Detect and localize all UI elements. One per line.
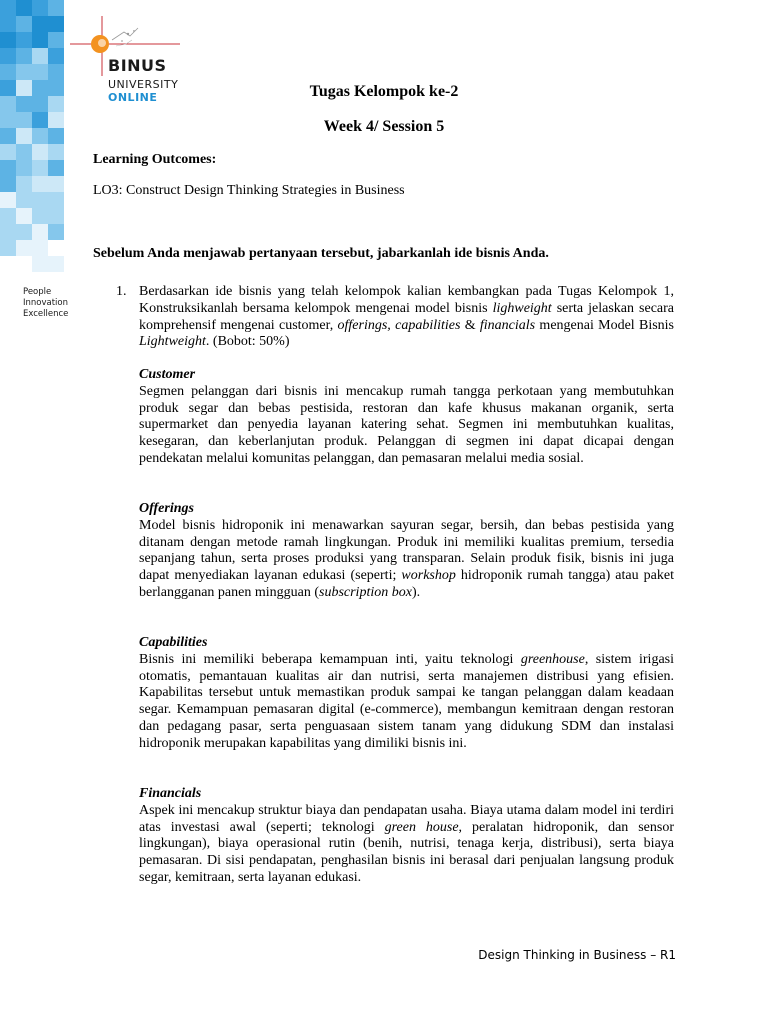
mosaic-tile: [48, 160, 64, 176]
mosaic-tile: [0, 32, 16, 48]
mosaic-tile: [32, 224, 48, 240]
question-text-part: Berdasarkan ide bisnis yang telah kelompok kalian kembangkan pada Tugas Kelompok 1, Konstruksikanlah bersama kelompok mengenai model bisnis: [139, 284, 674, 316]
mosaic-tile: [48, 64, 64, 80]
mosaic-tile: [16, 192, 32, 208]
mosaic-tile: [32, 208, 48, 224]
section-title: Financials: [139, 786, 202, 801]
learning-outcome-text: LO3: Construct Design Thinking Strategies in Business: [93, 183, 405, 198]
mosaic-tile: [48, 48, 64, 64]
instruction-text: Sebelum Anda menjawab pertanyaan tersebut, jabarkanlah ide bisnis Anda.: [93, 246, 549, 261]
decorative-mosaic-strip: [0, 0, 64, 272]
mosaic-tile: [32, 48, 48, 64]
question-text-part: &: [460, 317, 480, 333]
mosaic-tile: [32, 256, 48, 272]
mosaic-tile: [0, 16, 16, 32]
page-footer: Design Thinking in Business – R1: [478, 948, 676, 962]
section-text-part: Bisnis ini memiliki beberapa kemampuan inti, yaitu teknologi: [139, 651, 521, 667]
mosaic-tile: [32, 192, 48, 208]
section-text-part: Aspek ini mencakup struktur biaya dan pendapatan usaha. Biaya utama dalam model ini terdiri atas investasi awal (seperti; teknologi: [139, 802, 674, 835]
mosaic-tile: [32, 144, 48, 160]
mosaic-tile: [16, 256, 32, 272]
section-customer: [139, 367, 674, 468]
mosaic-tile: [48, 224, 64, 240]
section-body: Segmen pelanggan dari bisnis ini mencakup rumah tangga perkotaan yang membutuhkan produk segar dan bebas pestisida, restoran dan kafe khusus makanan organik, serta supermarket dan penyedia layanan katering sehat. Segmen ini membutuhkan kualitas, kesegaran, dan keberlanjutan produk. Pelanggan di segmen ini dapat dicapai dengan pendekatan melalui komunitas pelanggan, dan pemasaran melalui media sosial.: [139, 383, 674, 466]
mosaic-tile: [16, 160, 32, 176]
section-italic: subscription box: [319, 584, 412, 600]
question-text-part: . (Bobot: 50%): [205, 334, 290, 350]
mosaic-tile: [0, 224, 16, 240]
learning-outcomes-heading: Learning Outcomes:: [93, 152, 217, 167]
mosaic-tile: [0, 176, 16, 192]
section-text-part: , peralatan hidroponik, dan sensor lingkungan), biaya operasional rutin (benih, nutrisi, tenaga kerja, distribusi), serta biaya pemasaran. Di sisi pendapatan, penghasilan bisnis ini berasal dari penjualan langsung produk segar, kemitraan, serta layanan edukasi.: [139, 819, 674, 885]
mosaic-tile: [48, 16, 64, 32]
section-body: [139, 652, 674, 753]
mosaic-tile: [48, 240, 64, 256]
logo-university: UNIVERSITY: [108, 78, 179, 91]
mosaic-tile: [0, 144, 16, 160]
tagline-line: People: [23, 287, 52, 297]
section-italic: greenhouse: [520, 651, 585, 667]
question-number: 1.: [116, 284, 127, 299]
mosaic-tile: [0, 192, 16, 208]
logo-brand: BINUS: [108, 56, 167, 75]
section-title: Customer: [139, 367, 196, 382]
mosaic-tile: [48, 32, 64, 48]
tagline-line: Innovation: [23, 298, 69, 308]
section-text-part: , sistem irigasi otomatis, pemantauan kualitas air dan nutrisi, serta manajemen distribusi yang efisien. Kapabilitas tersebut untuk memastikan produk sampai ke tangan pelanggan dalam keadaan segar. Kemampuan pemasaran digital (e-commerce), membangun kemitraan dengan restoran dan pedagang pasar, serta penguasaan sistem tanam yang didukung SDM dan instalasi hidroponik merupakan kapabilitas yang dimiliki bisnis ini.: [139, 651, 675, 751]
mosaic-tile: [32, 64, 48, 80]
mosaic-tile: [16, 240, 32, 256]
mosaic-tile: [16, 144, 32, 160]
mosaic-tile: [48, 192, 64, 208]
question-text-part: serta jelaskan secara komprehensif mengenai customer,: [139, 300, 675, 333]
mosaic-tile: [16, 16, 32, 32]
mosaic-tile: [16, 0, 32, 16]
section-text-part: ).: [411, 584, 421, 600]
mosaic-tile: [16, 176, 32, 192]
logo-online: ONLINE: [108, 91, 158, 104]
question-italic: financials: [479, 317, 536, 333]
mosaic-tile: [16, 64, 32, 80]
mosaic-tile: [48, 176, 64, 192]
document-title: Tugas Kelompok ke-2: [309, 83, 459, 100]
question-text-part: mengenai Model Bisnis: [535, 317, 674, 333]
mosaic-tile: [16, 48, 32, 64]
mosaic-tile: [0, 240, 16, 256]
section-title: Capabilities: [139, 635, 208, 650]
section-body: [139, 518, 674, 602]
mosaic-tile: [0, 256, 16, 272]
question-italic: Lightweight: [139, 334, 206, 350]
mosaic-tile: [16, 224, 32, 240]
question-text: [139, 284, 674, 351]
mosaic-tile: [32, 176, 48, 192]
section-italic: green house: [384, 819, 459, 835]
section-text-part: hidroponik rumah tangga) atau paket berlangganan panen mingguan (: [139, 568, 674, 600]
section-text-part: Model bisnis hidroponik ini menawarkan sayuran segar, bersih, dan bebas pestisida yang ditanam dengan metode ramah lingkungan. Produk ini memiliki kualitas premium, tersedia sepanjang tahun, serta proses produksi yang transparan. Selain produk fisik, bisnis ini juga dapat menyediakan layanan edukasi (seperti;: [139, 517, 674, 584]
section-capabilities: [139, 635, 674, 753]
section-italic: workshop: [401, 568, 456, 584]
document-subtitle: Week 4/ Session 5: [323, 118, 445, 135]
mosaic-tile: [16, 208, 32, 224]
mosaic-tile: [32, 160, 48, 176]
mosaic-tile: [48, 208, 64, 224]
mosaic-tile: [32, 0, 48, 16]
mosaic-tile: [32, 16, 48, 32]
section-financials: [139, 786, 674, 887]
tagline-line: Excellence: [23, 309, 69, 319]
mosaic-tile: [0, 48, 16, 64]
mosaic-tile: [0, 160, 16, 176]
mosaic-tile: [32, 240, 48, 256]
question-italic: offerings, capabilities: [337, 317, 461, 333]
section-body: [139, 803, 674, 887]
mosaic-tile: [48, 144, 64, 160]
mosaic-tile: [16, 32, 32, 48]
mosaic-tile: [0, 0, 16, 16]
mosaic-tile: [0, 64, 16, 80]
mosaic-tile: [32, 32, 48, 48]
mosaic-tile: [48, 256, 64, 272]
tagline: [23, 287, 68, 320]
question-italic: lighweight: [492, 300, 552, 316]
section-title: Offerings: [139, 501, 194, 516]
mosaic-tile: [0, 208, 16, 224]
section-offerings: [139, 501, 674, 602]
mosaic-tile: [48, 0, 64, 16]
